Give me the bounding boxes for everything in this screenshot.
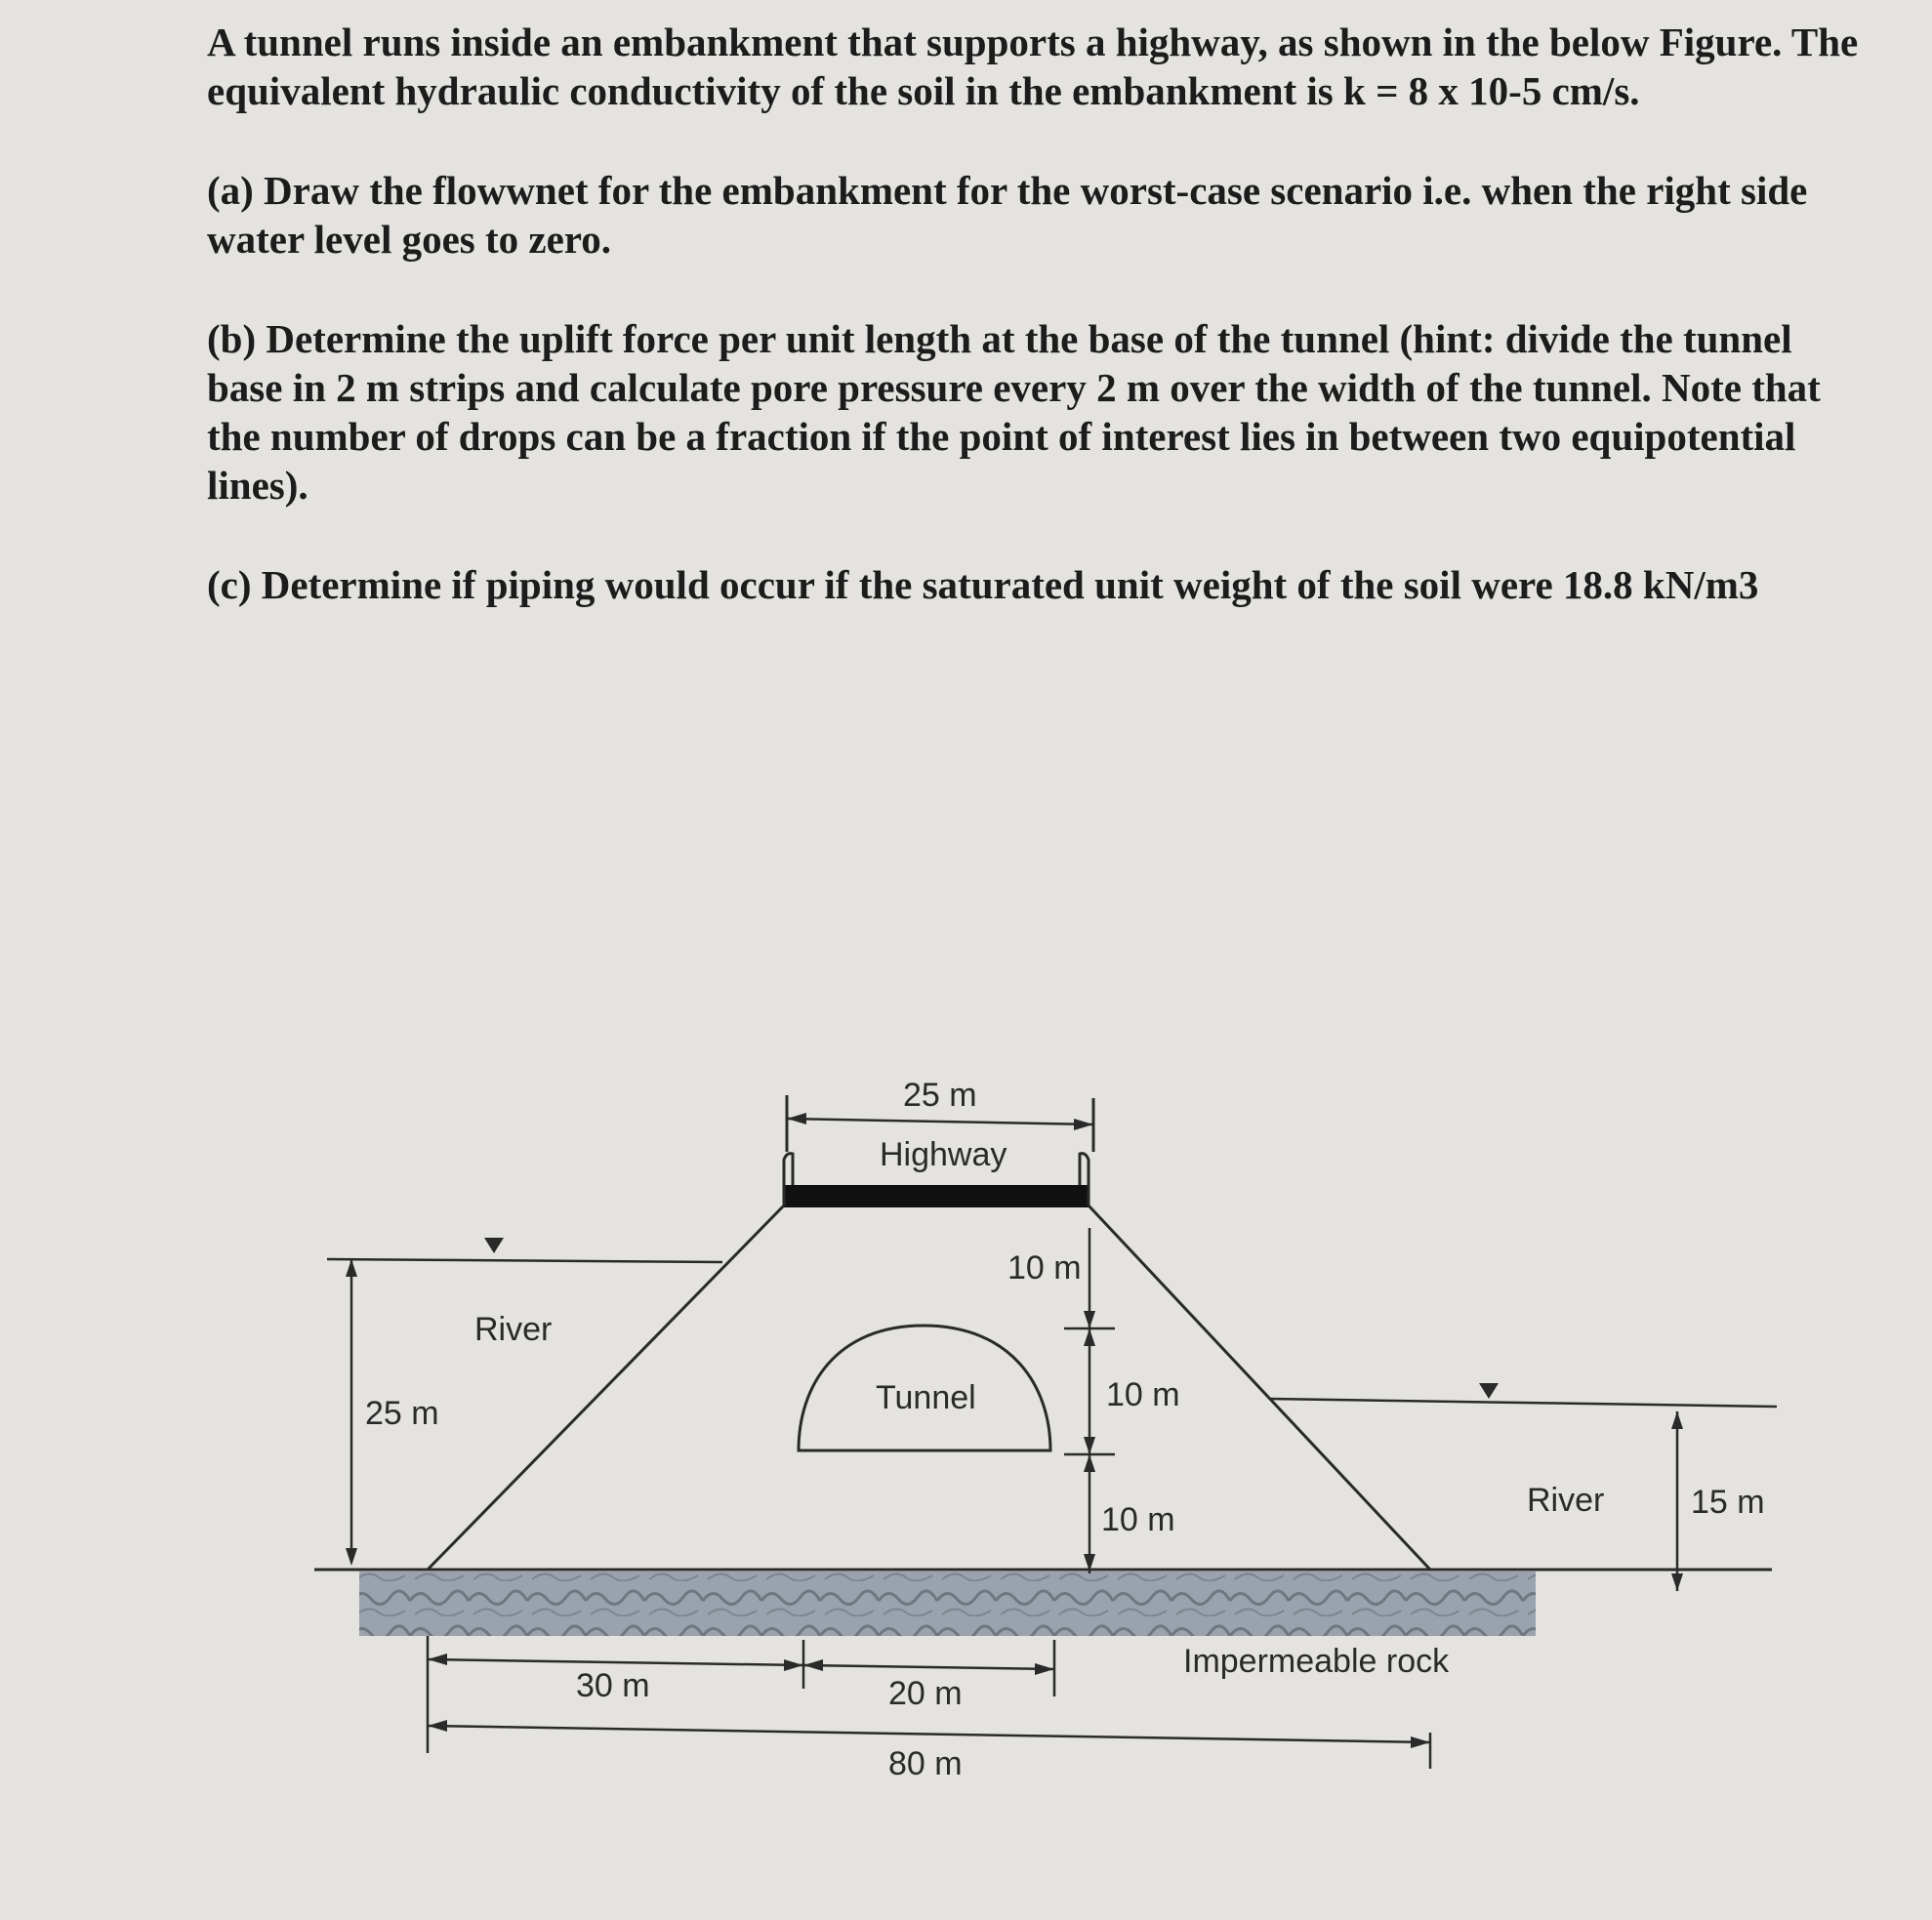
rock-label: Impermeable rock [1183, 1643, 1450, 1680]
dim-30-line [428, 1659, 803, 1665]
problem-part-a: (a) Draw the flowwnet for the embankment for the worst-case scenario i.e. when the right side water level goes to zero. [207, 168, 1808, 262]
problem-part-b: (b) Determine the uplift force per unit length at the base of the tunnel (hint: divide the tunnel base in 2 m strips and calculate pore pressure every 2 m over the width of the tunnel. Note that the number of drops can be a fraction if the point of interest lies in between two equipotential lines). [207, 316, 1821, 508]
highway-label: Highway [880, 1136, 1007, 1173]
right-water-surface [1269, 1399, 1777, 1407]
right-water-level-marker [1479, 1383, 1499, 1399]
tunnel-height-label: 10 m [1106, 1376, 1180, 1413]
dim-80-line [428, 1726, 1430, 1742]
tunnel-to-base-label: 10 m [1101, 1501, 1175, 1538]
dim-30-label: 30 m [576, 1667, 650, 1704]
problem-part-c: (c) Determine if piping would occur if the saturated unit weight of the soil were 18.8 kN/m3 [207, 562, 1759, 607]
impermeable-rock [359, 1572, 1536, 1636]
left-water-depth-label: 25 m [365, 1395, 439, 1432]
left-water-surface [327, 1259, 722, 1262]
highway-width-label: 25 m [903, 1077, 977, 1114]
left-river-label: River [474, 1311, 553, 1348]
dim-20-line [803, 1665, 1054, 1669]
dim-20-label: 20 m [888, 1675, 963, 1712]
tunnel-label: Tunnel [876, 1379, 976, 1416]
problem-intro: A tunnel runs inside an embankment that supports a highway, as shown in the below Figure. The equivalent hydraulic conductivity of the soil in the embankment is k = 8 x 10-5 cm/s. [207, 20, 1859, 113]
top-to-tunnel-label: 10 m [1007, 1249, 1082, 1287]
right-water-depth-label: 15 m [1691, 1484, 1765, 1521]
right-river-label: River [1527, 1482, 1605, 1519]
dim-80-label: 80 m [888, 1745, 963, 1782]
highway-slab [784, 1185, 1089, 1207]
left-water-level-marker [484, 1238, 504, 1253]
